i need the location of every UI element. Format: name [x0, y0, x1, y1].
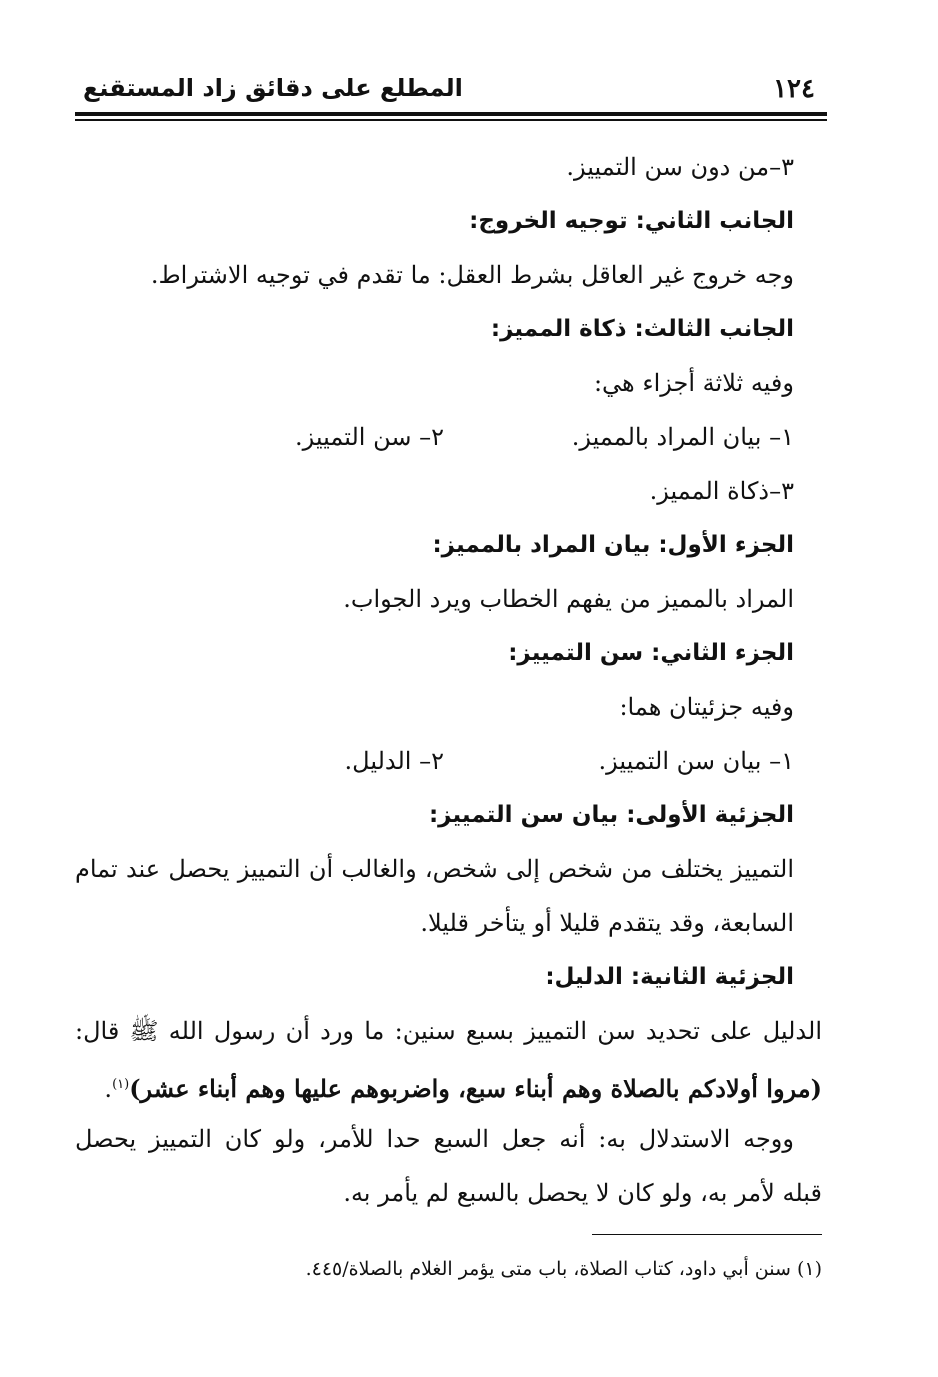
paragraph: ووجه الاستدلال به: أنه جعل السبع حدا للأمر، ولو كان التمييز يحصل	[75, 1125, 794, 1153]
hadith-quote	[80, 1058, 822, 1112]
footnote-separator	[592, 1234, 822, 1235]
header-rule-thick	[75, 112, 827, 116]
header-rule-thin	[75, 119, 827, 121]
footnote-marker: (١)	[112, 1077, 130, 1092]
list-item: ١– بيان سن التمييز.	[598, 747, 794, 775]
section-heading: الجزئية الثانية: الدليل:	[545, 964, 794, 990]
section-heading: الجزء الأول: بيان المراد بالمميز:	[432, 532, 794, 558]
paragraph: قبله لأمر به، ولو كان لا يحصل بالسبع لم يأمر به.	[343, 1179, 822, 1207]
hadith-text: (مروا أولادكم بالصلاة وهم أبناء سبع، واضربوهم عليها وهم أبناء عشر)	[129, 1074, 822, 1103]
paragraph: الدليل على تحديد سن التمييز بسبع سنين: ما ورد أن رسول الله ﷺ قال:	[75, 1017, 823, 1045]
section-heading: الجزئية الأولى: بيان سن التمييز:	[428, 802, 794, 828]
list-item: ٣–ذكاة المميز.	[649, 477, 794, 505]
page-body	[75, 140, 823, 1220]
paragraph: وفيه ثلاثة أجزاء هي:	[593, 369, 794, 397]
page-header	[75, 62, 825, 110]
page-number: ١٢٤	[773, 74, 815, 104]
hadith-end: .	[104, 1075, 113, 1103]
list-item: ١– بيان المراد بالمميز.	[571, 423, 794, 451]
paragraph: التمييز يختلف من شخص إلى شخص، والغالب أن التمييز يحصل عند تمام	[75, 855, 794, 883]
paragraph: وفيه جزئيتان هما:	[619, 693, 794, 721]
two-column-list	[80, 410, 794, 464]
two-column-list	[80, 734, 794, 788]
paragraph: المراد بالمميز من يفهم الخطاب ويرد الجواب.	[343, 585, 794, 613]
section-heading: الجزء الثاني: سن التمييز:	[508, 640, 794, 666]
footnote: (١) سنن أبي داود، كتاب الصلاة، باب متى يؤمر الغلام بالصلاة/٤٤٥.	[305, 1258, 822, 1280]
list-item: ٣–من دون سن التمييز.	[566, 153, 794, 181]
running-title: المطلع على دقائق زاد المستقنع	[83, 74, 463, 102]
section-heading: الجانب الثالث: ذكاة المميز:	[490, 316, 794, 342]
section-heading: الجانب الثاني: توجيه الخروج:	[469, 208, 794, 234]
paragraph: السابعة، وقد يتقدم قليلا أو يتأخر قليلا.	[420, 909, 794, 937]
list-item: ٢– سن التمييز.	[295, 423, 444, 451]
paragraph: وجه خروج غير العاقل بشرط العقل: ما تقدم في توجيه الاشتراط.	[150, 261, 794, 289]
list-item: ٢– الدليل.	[344, 747, 444, 775]
